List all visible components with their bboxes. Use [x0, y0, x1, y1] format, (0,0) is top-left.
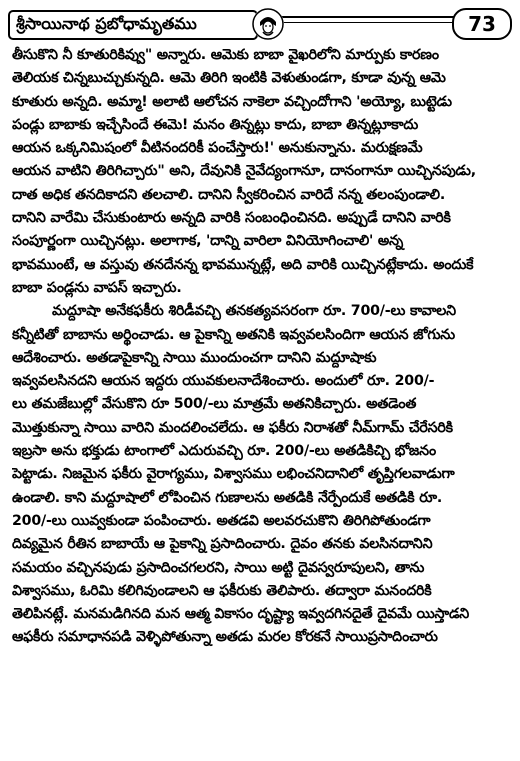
text-line: దానిని వారేమి చేసుకుంటారు అన్నది వారికి సంబంధించినది. అప్పుడే దానిని వారికి	[12, 210, 451, 227]
text-line: లు తమజేబుల్లో వేసుకొని రూ 500/-లు మాత్రమే అతనికిచ్చారు. అతడెంత	[12, 396, 417, 413]
paragraph	[12, 300, 508, 649]
page-header	[8, 6, 512, 42]
text-line: సమయం వచ్చినపుడు ప్రసాదించగలరని, సాయి అట్టి దైవస్వరూపులని, తాను	[12, 559, 425, 576]
text-line: 200/-లు యివ్వకుండా పంపించారు. అతడవి అలవరచుకొని తిరిగిపోతుండగా	[12, 512, 431, 529]
body-text	[12, 44, 508, 650]
text-line: పెట్టాడు. నిజమైన ఫకీరు వైరాగ్యము, విశ్వాసము లభించనిదానిలో తృప్తిగలవాడుగా	[12, 466, 455, 483]
text-line: విశ్వాసము, ఓరిమి కలిగివుండాలని ఆ ఫకీరుకు తెలిపారు. తద్వారా మనందరికి	[12, 582, 432, 599]
text-line: కన్నీటితో బాబాను అర్థించాడు. ఆ పైకాన్ని అతనికి ఇవ్వవలసిందిగా ఆయన జోగును	[12, 326, 455, 343]
paragraph	[12, 44, 508, 300]
text-line: భావముంటే, ఆ వస్తువు తనదేనన్న భావమున్నట్లే, అది వారికి యిచ్చినట్లేకాదు. అందుకే	[12, 256, 474, 273]
text-line: తెలిపినట్లే. మనమడిగినది మన ఆత్మ వికాసం దృష్ట్యా ఇవ్వదగినదైతే దైవమే యిస్తాడని	[12, 606, 470, 623]
text-line: సంపూర్ణంగా యిచ్చినట్లు. అలాగాక, 'దాన్ని వారిలా వినియోగించాలి' అన్న	[12, 233, 404, 250]
text-line: ఆయన వాటిని తిరిగిచ్చారు" అని, దేవునికి నైవేద్యంగానూ, దానంగానూ యిచ్చినపుడు,	[12, 163, 476, 180]
book-title: శ్రీసాయినాథ ప్రబోధామృతము	[8, 10, 258, 40]
text-line: ఆఫకీరు సమాధానపడి వెళ్ళిపోతున్నా అతడు మరల కోరకనే సాయిప్రసాదించారు	[12, 629, 438, 646]
text-line: తెలియక చిన్నబుచ్చుకున్నది. ఆమె తిరిగి ఇంటికి వెళుతుండగా, కూడా వున్న ఆమె	[12, 70, 446, 87]
text-line: బాబా పండ్లను వాపస్ ఇచ్చారు.	[12, 279, 182, 296]
sai-baba-portrait-icon	[252, 8, 284, 40]
text-line: మద్దూషా అనేకఫకీరు శిరిడీవచ్చి తనకత్యవసరంగా రూ. 700/-లు కావాలని	[52, 303, 456, 320]
text-line: ఉండాలి. కాని మద్దూషాలో లోపించిన గుణాలను అతడికి నేర్పేందుకే అతడికి రూ.	[12, 489, 443, 506]
text-line: పండ్లు బాబాకు ఇచ్చేసిందే ఈమె! మనం తిన్నట్లు కాదు, బాబా తిన్నట్లూకాదు	[12, 116, 419, 133]
text-line: ఆయన ఒక్కనిమిషంలో వీటినందరికీ పంచేస్తారు!' అనుకున్నాను. మరుక్షణమే	[12, 140, 423, 157]
text-line: మొత్తుకున్నా సాయి వారిని మందలించలేదు. ఆ ఫకీరు నిరాశతో నీమ్‌గామ్ చేరేసరికి	[12, 419, 453, 436]
text-line: ఆదేశించారు. అతడాపైకాన్ని సాయి ముందుంచగా దానిని మద్దూషాకు	[12, 349, 377, 366]
text-line: ఇవ్వవలసినదని ఆయన ఇద్దరు యువకులనాదేశించారు. అందులో రూ. 200/-	[12, 373, 435, 390]
text-line: తీసుకొని నీ కూతురికివ్వు" అన్నారు. ఆమెకు బాబా వైఖరిలోని మార్పుకు కారణం	[12, 47, 439, 63]
text-line: దివ్యమైన రీతిన బాబాయే ఆ పైకాన్ని ప్రసాదించారు. దైవం తనకు వలసినదానిని	[12, 536, 433, 553]
text-line: ఇబ్రసా అను భక్తుడు టాంగాలో ఎదురువచ్చి రూ. 200/-లు అతడికిచ్చి భోజనం	[12, 443, 437, 460]
text-line: కూతురు అన్నది. అమ్మా! అలాటి ఆలోచన నాకెలా వచ్చిందోగాని 'అయ్యో, బుట్టెడు	[12, 93, 452, 110]
page-number: 73	[452, 8, 512, 40]
text-line: దాత అధిక తనదికాదని తలచాలి. దానిని స్వీకరించిన వారిదే నన్న తలంపుండాలి.	[12, 186, 446, 203]
